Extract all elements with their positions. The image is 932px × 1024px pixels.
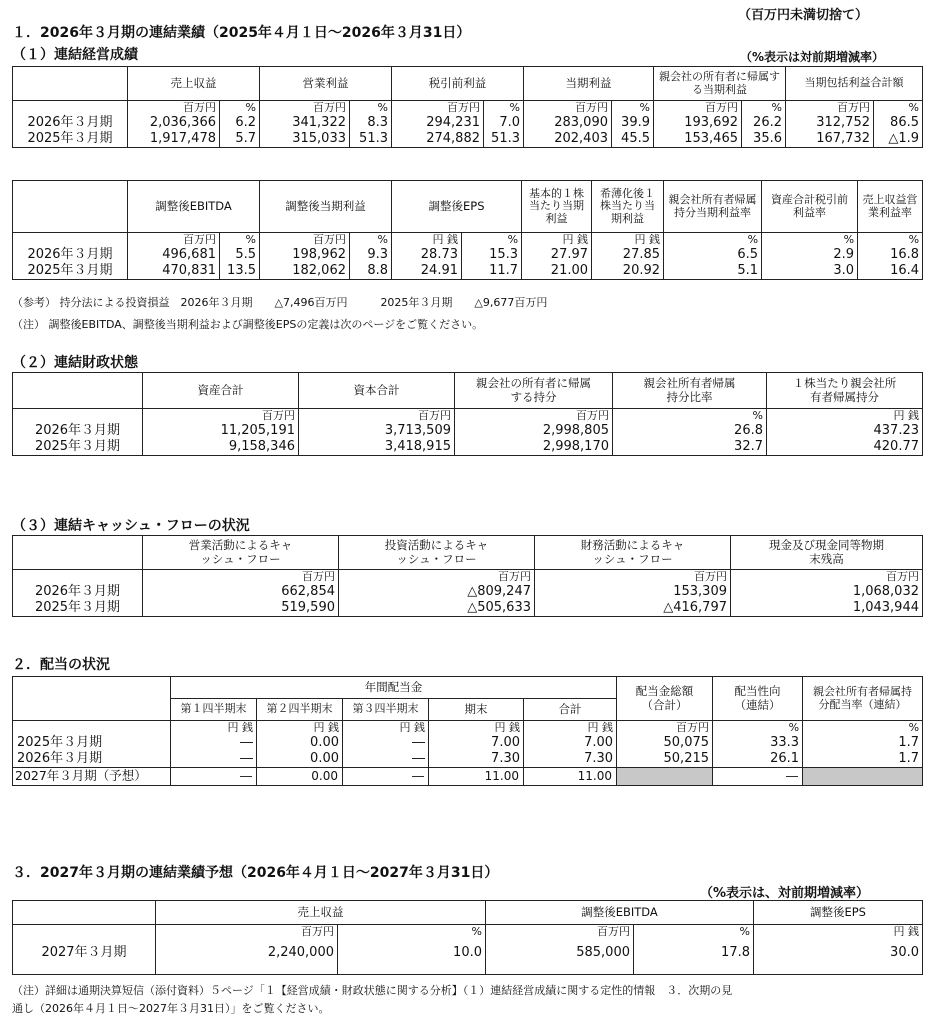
unit-label: %: [739, 925, 750, 938]
cell-value: 294,231: [426, 115, 480, 130]
cell-value: 437.23: [873, 423, 919, 438]
forecast-value: 11.00: [429, 768, 524, 786]
header-annual-dividend: 年間配当金: [171, 677, 617, 699]
cell-value: 1,917,478: [149, 131, 216, 146]
corner-cell: [13, 373, 143, 409]
cell-value: 3,418,915: [384, 439, 451, 454]
unit-label: %: [843, 233, 855, 246]
unit-label: %: [908, 721, 920, 734]
header-adj-ebitda: 調整後EBITDA: [486, 901, 754, 925]
cell-value: 9.3: [367, 247, 388, 262]
corner-cell: [13, 67, 128, 101]
cell-value: 496,681: [162, 247, 216, 262]
corner-cell: [13, 181, 128, 233]
cell-value: ―: [412, 735, 425, 750]
financial-position-title: （２）連結財政状態: [12, 355, 138, 371]
section1-title: １．2026年３月期の連結業績（2025年４月１日～2026年３月31日）: [12, 25, 471, 41]
unit-label: 百万円: [498, 570, 531, 583]
cell-value: 16.4: [890, 263, 920, 278]
cell-value: 6.2: [235, 115, 256, 130]
definition-note: （注） 調整後EBITDA、調整後当期利益および調整後EPSの定義は次のページをご覧ください。: [12, 318, 484, 331]
header-equity-ratio: 親会社所有者帰属持分比率: [613, 373, 767, 409]
unit-label: 百万円: [262, 409, 295, 422]
cell-value: 33.3: [770, 735, 800, 750]
cell-value: 202,403: [554, 131, 608, 146]
header-payout-ratio: 配当性向（連結）: [713, 677, 803, 721]
cell-value: 315,033: [292, 131, 346, 146]
cell-value: 1,068,032: [852, 584, 919, 599]
cell-value: 5.5: [235, 247, 256, 262]
unit-label: %: [471, 925, 482, 938]
header-financing-cf: 財務活動によるキャッシュ・フロー: [535, 536, 731, 570]
header-total-assets: 資産合計: [143, 373, 299, 409]
forecast-table: [12, 900, 923, 975]
cell-value: 26.8: [734, 423, 763, 438]
cell-value: 11.7: [489, 263, 519, 278]
unit-label: %: [908, 233, 920, 246]
unit-label: 円 銭: [313, 721, 339, 734]
forecast-value: 11.00: [524, 768, 617, 786]
header-q1: 第１四半期末: [171, 699, 257, 721]
forecast-note: （%表示は、対前期増減率）: [700, 886, 870, 901]
cell-value: 7.30: [584, 751, 614, 766]
cell-value: 2,998,170: [542, 439, 609, 454]
cell-value: 11,205,191: [220, 423, 295, 438]
cell-value: 2,240,000: [267, 945, 334, 960]
header-owners-profit: 親会社の所有者に帰属する当期利益: [654, 67, 786, 101]
cash-flow-table: [12, 535, 923, 617]
cell-value: 2,036,366: [149, 115, 216, 130]
unit-label: %: [908, 101, 919, 114]
header-pretax-profit: 税引前利益: [392, 67, 524, 101]
header-adj-eps: 調整後EPS: [754, 901, 923, 925]
cell-value: 26.2: [753, 115, 782, 130]
cell-value: 50,215: [663, 751, 710, 766]
header-bps: １株当たり親会社所有者帰属持分: [767, 373, 923, 409]
cell-value: △505,633: [467, 600, 531, 615]
unit-label: 百万円: [183, 101, 216, 114]
cell-value: 27.85: [622, 247, 661, 262]
cell-value: 1.7: [898, 735, 920, 750]
header-owners-equity: 親会社の所有者に帰属する持分: [455, 373, 613, 409]
forecast-shaded-cell: [803, 768, 923, 786]
unit-label: 百万円: [418, 409, 451, 422]
footer-note-line2: 通し（2026年４月１日～2027年３月31日）」をご覧ください。: [12, 1002, 330, 1015]
corner-cell: [13, 901, 156, 925]
cell-value: 8.3: [367, 115, 388, 130]
unit-label: 円 銭: [634, 233, 661, 246]
unit-label: 百万円: [313, 233, 346, 246]
header-total-equity: 資本合計: [299, 373, 455, 409]
cell-value: 3.0: [833, 263, 855, 278]
unit-label: 百万円: [183, 233, 216, 246]
unit-label: 百万円: [575, 101, 608, 114]
cell-value: 15.3: [489, 247, 519, 262]
unit-label: %: [747, 233, 759, 246]
header-adj-eps: 調整後EPS: [392, 181, 522, 233]
forecast-shaded-cell: [617, 768, 713, 786]
header-comprehensive-income: 当期包括利益合計額: [786, 67, 923, 101]
unit-label: 百万円: [705, 101, 738, 114]
header-adj-ebitda: 調整後EBITDA: [128, 181, 260, 233]
header-revenue: 売上収益: [128, 67, 260, 101]
cell-value: 341,322: [292, 115, 346, 130]
cell-value: 2.9: [833, 247, 855, 262]
forecast-value: ―: [343, 768, 429, 786]
cell-value: 20.92: [622, 263, 661, 278]
cell-value: 5.1: [737, 263, 759, 278]
sub1-note: （%表示は対前期増減率）: [740, 50, 885, 64]
cell-value: 519,590: [281, 600, 335, 615]
cell-value: 2,998,805: [542, 423, 609, 438]
unit-label: 百万円: [447, 101, 480, 114]
corner-cell: [13, 677, 171, 721]
header-adj-net-profit: 調整後当期利益: [260, 181, 392, 233]
header-revenue: 売上収益: [156, 901, 486, 925]
cell-value: 470,831: [162, 263, 216, 278]
cell-value: ―: [240, 735, 253, 750]
header-year-end: 期末: [429, 699, 524, 721]
forecast-label: 2027年３月期（予想）: [13, 768, 171, 786]
unit-label: %: [639, 101, 650, 114]
dividend-title: ２．配当の状況: [12, 657, 110, 673]
financial-position-table: [12, 372, 923, 456]
unit-label: 百万円: [576, 409, 609, 422]
sub1-title: （１）連結経営成績: [12, 47, 138, 63]
cell-value: 86.5: [890, 115, 919, 130]
row-label: 2025年３月期: [27, 131, 113, 146]
unit-label: 百万円: [676, 721, 710, 734]
unit-label: 百万円: [313, 101, 346, 114]
row-label: 2026年３月期: [34, 423, 121, 438]
cell-value: ―: [412, 751, 425, 766]
row-label: 2025年３月期: [34, 439, 121, 454]
unit-label: 円 銭: [893, 409, 919, 422]
forecast-value: 0.00: [257, 768, 343, 786]
cell-value: △809,247: [467, 584, 531, 599]
forecast-section-title: ３．2027年３月期の連結業績予想（2026年４月１日～2027年３月31日）: [12, 865, 499, 881]
cell-value: 662,854: [281, 584, 335, 599]
unit-label: 円 銭: [494, 721, 520, 734]
cell-value: 24.91: [420, 263, 458, 278]
header-roe: 親会社所有者帰属持分当期利益率: [664, 181, 762, 233]
dividend-table: [12, 676, 923, 786]
header-total: 合計: [524, 699, 617, 721]
cell-value: 51.3: [359, 131, 388, 146]
header-basic-eps: 基本的１株当たり当期利益: [522, 181, 592, 233]
cell-value: 1,043,944: [852, 600, 919, 615]
cell-value: 26.1: [770, 751, 800, 766]
forecast-value: ―: [171, 768, 257, 786]
unit-label: %: [752, 409, 763, 422]
cell-value: 9,158,346: [228, 439, 295, 454]
corner-cell: [13, 536, 143, 570]
row-label: 2025年３月期: [27, 263, 113, 278]
unit-label: 円 銭: [587, 721, 614, 734]
forecast-value: ―: [713, 768, 803, 786]
cell-value: 13.5: [227, 263, 256, 278]
unit-label: %: [507, 233, 519, 246]
header-q3: 第３四半期末: [343, 699, 429, 721]
header-q2: 第２四半期末: [257, 699, 343, 721]
cell-value: △416,797: [663, 600, 727, 615]
row-label: 2027年３月期: [41, 945, 127, 960]
row-label: 2026年３月期: [27, 247, 113, 262]
cell-value: 6.5: [737, 247, 759, 262]
header-doe: 親会社所有者帰属持分配当率（連結）: [803, 677, 923, 721]
unit-label: %: [245, 233, 256, 246]
header-investing-cf: 投資活動によるキャッシュ・フロー: [339, 536, 535, 570]
cell-value: 28.73: [420, 247, 458, 262]
cell-value: 21.00: [550, 263, 589, 278]
header-net-profit: 当期利益: [524, 67, 654, 101]
unit-label: 円 銭: [893, 925, 919, 938]
unit-label: 百万円: [886, 570, 919, 583]
unit-label: %: [509, 101, 520, 114]
header-operating-profit: 営業利益: [260, 67, 392, 101]
unit-label: 円 銭: [399, 721, 425, 734]
cell-value: 35.6: [753, 131, 782, 146]
cell-value: 45.5: [621, 131, 650, 146]
cell-value: 274,882: [426, 131, 480, 146]
cell-value: 7.00: [584, 735, 614, 750]
unit-label: 百万円: [302, 570, 335, 583]
cell-value: 1.7: [898, 751, 920, 766]
row-label: 2026年３月期: [27, 115, 113, 130]
cell-value: ―: [240, 751, 253, 766]
header-total-dividend: 配当金総額（合計）: [617, 677, 713, 721]
row-label: 2026年３月期: [34, 584, 121, 599]
unit-label: %: [771, 101, 782, 114]
cell-value: 10.0: [453, 945, 482, 960]
header-roa: 資産合計税引前利益率: [762, 181, 858, 233]
cell-value: 7.0: [499, 115, 520, 130]
cell-value: 153,309: [673, 584, 727, 599]
cell-value: 7.00: [491, 735, 520, 750]
cell-value: 50,075: [663, 735, 710, 750]
cell-value: 3,713,509: [384, 423, 451, 438]
cell-value: 420.77: [873, 439, 919, 454]
row-label: 2026年３月期: [17, 751, 103, 766]
unit-label: %: [788, 721, 800, 734]
header-cash-balance: 現金及び現金同等物期末残高: [731, 536, 923, 570]
cell-value: 5.7: [235, 131, 256, 146]
unit-label: 円 銭: [432, 233, 458, 246]
cell-value: 30.0: [890, 945, 919, 960]
unit-label: 百万円: [694, 570, 727, 583]
cell-value: 17.8: [721, 945, 750, 960]
unit-label: 百万円: [597, 925, 630, 938]
equity-method-note: （参考） 持分法による投資損益 2026年３月期 △7,496百万円 2025年３月期 △9,677百万円: [12, 296, 548, 309]
unit-label: %: [245, 101, 256, 114]
cell-value: 198,962: [292, 247, 346, 262]
footer-note-line1: （注）詳細は通期決算短信（添付資料）５ページ「１【経営成績・財政状態に関する分析】（１）連結経営成績に関する定性的情報 ３．次期の見: [12, 984, 733, 997]
cell-value: 8.8: [367, 263, 388, 278]
cell-value: △1.9: [888, 131, 919, 146]
adjusted-metrics-table: [12, 180, 923, 280]
cell-value: 7.30: [491, 751, 520, 766]
header-operating-cf: 営業活動によるキャッシュ・フロー: [143, 536, 339, 570]
cell-value: 312,752: [816, 115, 870, 130]
unit-label: 円 銭: [227, 721, 253, 734]
header-op-margin: 売上収益営業利益率: [858, 181, 923, 233]
cell-value: 16.8: [890, 247, 920, 262]
unit-label: %: [377, 101, 388, 114]
cell-value: 193,692: [684, 115, 738, 130]
cell-value: 39.9: [621, 115, 650, 130]
unit-label: 百万円: [837, 101, 870, 114]
unit-label: 円 銭: [562, 233, 589, 246]
cell-value: 0.00: [310, 751, 339, 766]
cell-value: 283,090: [554, 115, 608, 130]
cell-value: 153,465: [684, 131, 738, 146]
unit-label: %: [377, 233, 388, 246]
row-label: 2025年３月期: [17, 735, 103, 750]
cell-value: 32.7: [734, 439, 763, 454]
cell-value: 182,062: [292, 263, 346, 278]
header-diluted-eps: 希薄化後１株当たり当期利益: [592, 181, 664, 233]
unit-label: 百万円: [301, 925, 334, 938]
cell-value: 0.00: [310, 735, 339, 750]
cell-value: 585,000: [576, 945, 630, 960]
cell-value: 51.3: [491, 131, 520, 146]
cell-value: 27.97: [550, 247, 589, 262]
operating-results-table: [12, 66, 923, 148]
unit-note: （百万円未満切捨て）: [738, 8, 869, 23]
row-label: 2025年３月期: [34, 600, 121, 615]
cash-flow-title: （３）連結キャッシュ・フローの状況: [12, 518, 250, 534]
cell-value: 167,732: [816, 131, 870, 146]
